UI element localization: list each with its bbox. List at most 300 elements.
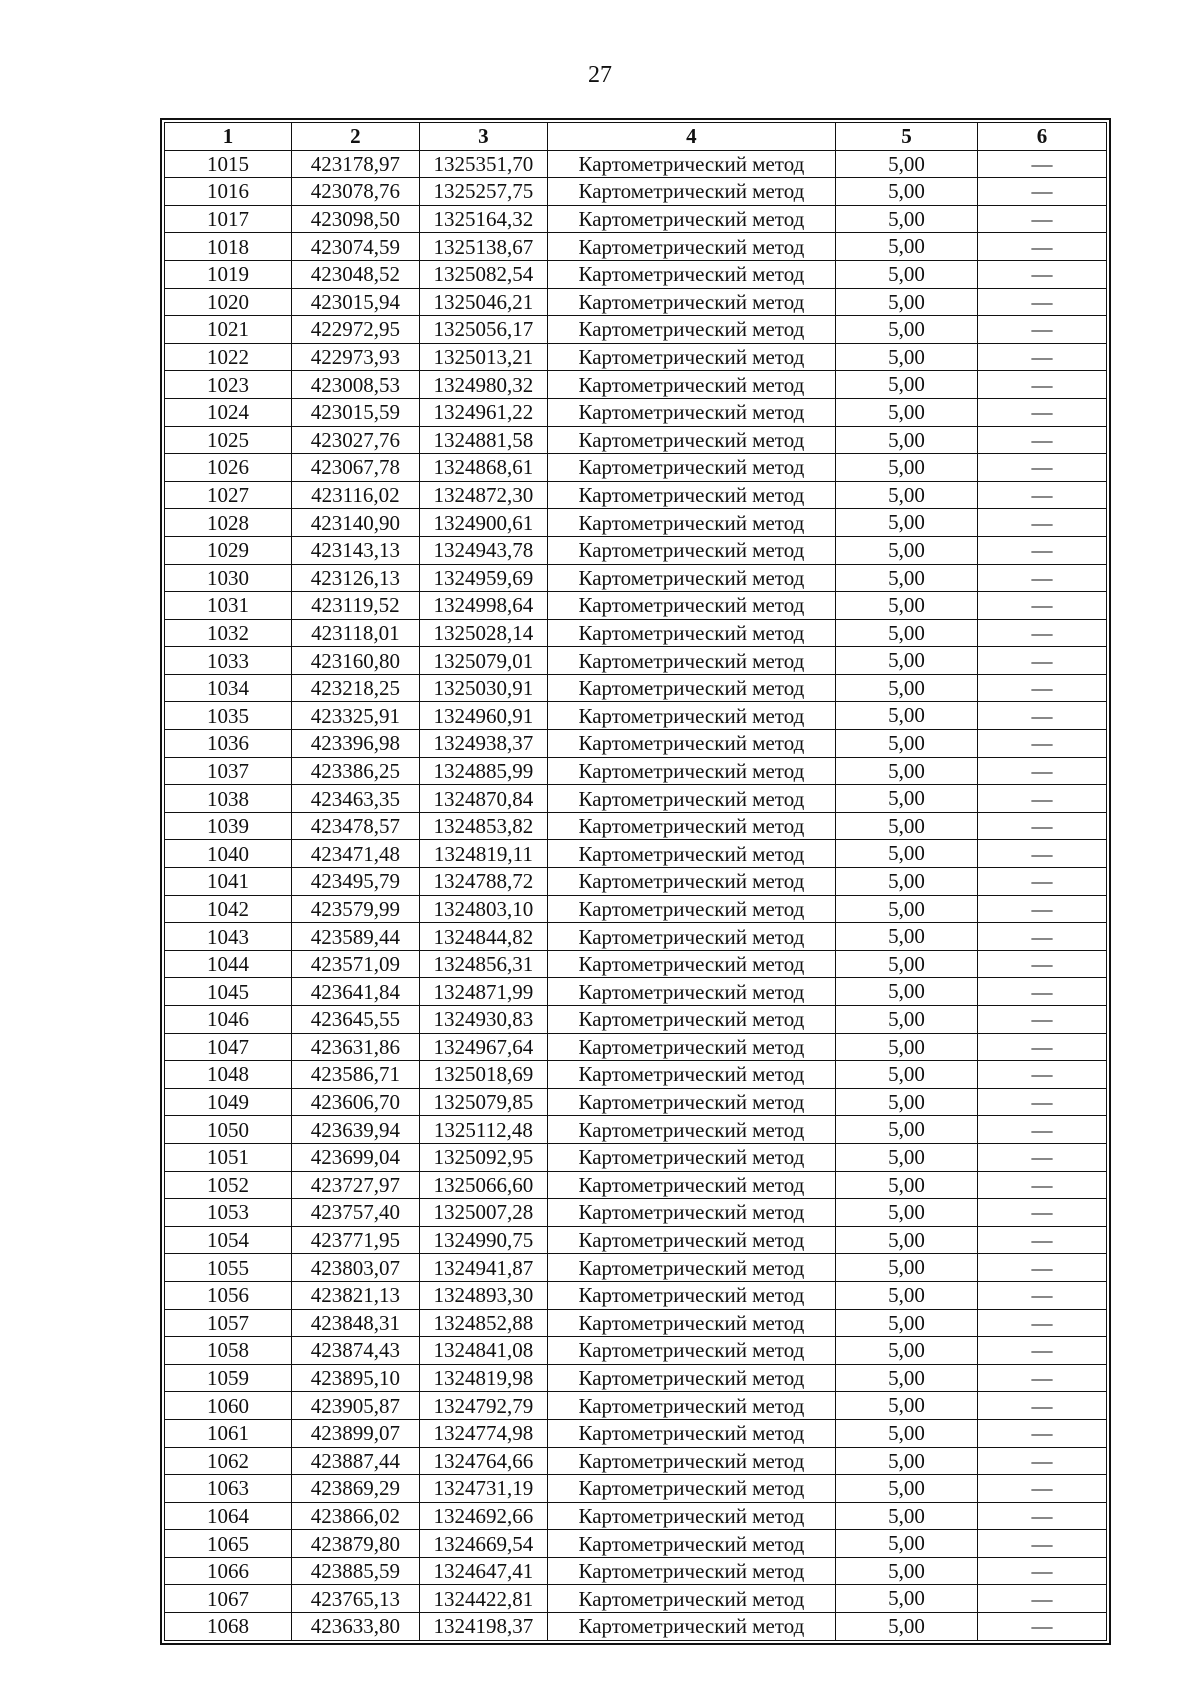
y-coordinate-cell: 1324967,64 [419,1033,547,1061]
method-cell: Картометрический метод [547,233,835,261]
accuracy-cell: 5,00 [835,647,977,675]
table-row [165,757,1107,785]
method-cell: Картометрический метод [547,343,835,371]
y-coordinate-cell: 1325030,91 [419,674,547,702]
table-row [165,1309,1107,1337]
note-cell: — [978,1006,1107,1034]
y-coordinate-cell: 1325066,60 [419,1171,547,1199]
table-row [165,1061,1107,1089]
page-number: 27 [588,62,612,88]
y-coordinate-cell: 1324900,61 [419,509,547,537]
note-cell: — [978,398,1107,426]
table-row [165,178,1107,206]
accuracy-cell: 5,00 [835,1392,977,1420]
accuracy-cell: 5,00 [835,1364,977,1392]
accuracy-cell: 5,00 [835,1171,977,1199]
point-number-cell: 1054 [165,1226,292,1254]
x-coordinate-cell: 423586,71 [291,1061,419,1089]
y-coordinate-cell: 1324961,22 [419,398,547,426]
x-coordinate-cell: 423633,80 [291,1613,419,1641]
method-cell: Картометрический метод [547,702,835,730]
y-coordinate-cell: 1324943,78 [419,536,547,564]
y-coordinate-cell: 1324731,19 [419,1475,547,1503]
note-cell: — [978,1143,1107,1171]
accuracy-cell: 5,00 [835,1116,977,1144]
method-cell: Картометрический метод [547,481,835,509]
method-cell: Картометрический метод [547,150,835,178]
method-cell: Картометрический метод [547,757,835,785]
y-coordinate-cell: 1324960,91 [419,702,547,730]
accuracy-cell: 5,00 [835,895,977,923]
method-cell: Картометрический метод [547,840,835,868]
method-cell: Картометрический метод [547,205,835,233]
method-cell: Картометрический метод [547,426,835,454]
note-cell: — [978,785,1107,813]
table-row [165,1226,1107,1254]
x-coordinate-cell: 423874,43 [291,1337,419,1365]
note-cell: — [978,150,1107,178]
x-coordinate-cell: 423727,97 [291,1171,419,1199]
header-col-6: 6 [978,123,1107,151]
x-coordinate-cell: 423463,35 [291,785,419,813]
accuracy-cell: 5,00 [835,702,977,730]
accuracy-cell: 5,00 [835,205,977,233]
note-cell: — [978,1171,1107,1199]
point-number-cell: 1028 [165,509,292,537]
y-coordinate-cell: 1324844,82 [419,923,547,951]
point-number-cell: 1051 [165,1143,292,1171]
y-coordinate-cell: 1325079,01 [419,647,547,675]
table-header [165,123,1107,151]
note-cell: — [978,1199,1107,1227]
table-row [165,371,1107,399]
method-cell: Картометрический метод [547,674,835,702]
method-cell: Картометрический метод [547,619,835,647]
note-cell: — [978,1530,1107,1558]
note-cell: — [978,371,1107,399]
table-row [165,1392,1107,1420]
point-number-cell: 1060 [165,1392,292,1420]
y-coordinate-cell: 1324647,41 [419,1557,547,1585]
y-coordinate-cell: 1324198,37 [419,1613,547,1641]
point-number-cell: 1047 [165,1033,292,1061]
x-coordinate-cell: 423126,13 [291,564,419,592]
y-coordinate-cell: 1324990,75 [419,1226,547,1254]
x-coordinate-cell: 423869,29 [291,1475,419,1503]
accuracy-cell: 5,00 [835,1613,977,1641]
accuracy-cell: 5,00 [835,1033,977,1061]
x-coordinate-cell: 423118,01 [291,619,419,647]
accuracy-cell: 5,00 [835,757,977,785]
accuracy-cell: 5,00 [835,868,977,896]
point-number-cell: 1049 [165,1088,292,1116]
y-coordinate-cell: 1325164,32 [419,205,547,233]
x-coordinate-cell: 423067,78 [291,454,419,482]
y-coordinate-cell: 1325257,75 [419,178,547,206]
y-coordinate-cell: 1324959,69 [419,564,547,592]
table-row [165,398,1107,426]
accuracy-cell: 5,00 [835,371,977,399]
x-coordinate-cell: 423015,59 [291,398,419,426]
table-row [165,316,1107,344]
table-row [165,1006,1107,1034]
y-coordinate-cell: 1324788,72 [419,868,547,896]
y-coordinate-cell: 1324819,98 [419,1364,547,1392]
table-row [165,812,1107,840]
y-coordinate-cell: 1324930,83 [419,1006,547,1034]
point-number-cell: 1061 [165,1419,292,1447]
table-row [165,1419,1107,1447]
table-row [165,343,1107,371]
y-coordinate-cell: 1324841,08 [419,1337,547,1365]
note-cell: — [978,1337,1107,1365]
accuracy-cell: 5,00 [835,509,977,537]
accuracy-cell: 5,00 [835,978,977,1006]
point-number-cell: 1021 [165,316,292,344]
note-cell: — [978,343,1107,371]
table-body [165,150,1107,1640]
note-cell: — [978,1419,1107,1447]
point-number-cell: 1034 [165,674,292,702]
note-cell: — [978,426,1107,454]
x-coordinate-cell: 423887,44 [291,1447,419,1475]
table-row [165,1088,1107,1116]
y-coordinate-cell: 1324852,88 [419,1309,547,1337]
note-cell: — [978,674,1107,702]
method-cell: Картометрический метод [547,288,835,316]
accuracy-cell: 5,00 [835,1281,977,1309]
table-row [165,702,1107,730]
table-row [165,1033,1107,1061]
accuracy-cell: 5,00 [835,840,977,868]
note-cell: — [978,178,1107,206]
point-number-cell: 1029 [165,536,292,564]
point-number-cell: 1022 [165,343,292,371]
note-cell: — [978,1364,1107,1392]
y-coordinate-cell: 1325007,28 [419,1199,547,1227]
x-coordinate-cell: 423641,84 [291,978,419,1006]
x-coordinate-cell: 423078,76 [291,178,419,206]
table-row [165,426,1107,454]
point-number-cell: 1020 [165,288,292,316]
method-cell: Картометрический метод [547,1143,835,1171]
accuracy-cell: 5,00 [835,288,977,316]
x-coordinate-cell: 423008,53 [291,371,419,399]
accuracy-cell: 5,00 [835,233,977,261]
accuracy-cell: 5,00 [835,730,977,758]
accuracy-cell: 5,00 [835,1309,977,1337]
x-coordinate-cell: 422973,93 [291,343,419,371]
note-cell: — [978,1254,1107,1282]
note-cell: — [978,1392,1107,1420]
table-row [165,1143,1107,1171]
table-row [165,1613,1107,1641]
method-cell: Картометрический метод [547,1171,835,1199]
accuracy-cell: 5,00 [835,343,977,371]
y-coordinate-cell: 1324998,64 [419,592,547,620]
y-coordinate-cell: 1324980,32 [419,371,547,399]
note-cell: — [978,757,1107,785]
x-coordinate-cell: 423645,55 [291,1006,419,1034]
x-coordinate-cell: 423905,87 [291,1392,419,1420]
y-coordinate-cell: 1325351,70 [419,150,547,178]
y-coordinate-cell: 1324871,99 [419,978,547,1006]
header-col-1: 1 [165,123,292,151]
method-cell: Картометрический метод [547,730,835,758]
table-row [165,619,1107,647]
y-coordinate-cell: 1325046,21 [419,288,547,316]
accuracy-cell: 5,00 [835,1199,977,1227]
accuracy-cell: 5,00 [835,1447,977,1475]
method-cell: Картометрический метод [547,1116,835,1144]
accuracy-cell: 5,00 [835,1061,977,1089]
x-coordinate-cell: 423699,04 [291,1143,419,1171]
note-cell: — [978,950,1107,978]
x-coordinate-cell: 423771,95 [291,1226,419,1254]
x-coordinate-cell: 423396,98 [291,730,419,758]
table-row [165,1364,1107,1392]
point-number-cell: 1040 [165,840,292,868]
accuracy-cell: 5,00 [835,619,977,647]
method-cell: Картометрический метод [547,812,835,840]
method-cell: Картометрический метод [547,1364,835,1392]
note-cell: — [978,1309,1107,1337]
y-coordinate-cell: 1325138,67 [419,233,547,261]
table-row [165,647,1107,675]
y-coordinate-cell: 1324938,37 [419,730,547,758]
point-number-cell: 1015 [165,150,292,178]
accuracy-cell: 5,00 [835,950,977,978]
note-cell: — [978,205,1107,233]
method-cell: Картометрический метод [547,950,835,978]
y-coordinate-cell: 1325082,54 [419,260,547,288]
point-number-cell: 1046 [165,1006,292,1034]
accuracy-cell: 5,00 [835,1226,977,1254]
note-cell: — [978,1061,1107,1089]
x-coordinate-cell: 423899,07 [291,1419,419,1447]
accuracy-cell: 5,00 [835,812,977,840]
x-coordinate-cell: 423386,25 [291,757,419,785]
note-cell: — [978,1613,1107,1641]
x-coordinate-cell: 422972,95 [291,316,419,344]
method-cell: Картометрический метод [547,1337,835,1365]
accuracy-cell: 5,00 [835,1006,977,1034]
method-cell: Картометрический метод [547,1585,835,1613]
table-row [165,509,1107,537]
accuracy-cell: 5,00 [835,454,977,482]
point-number-cell: 1037 [165,757,292,785]
point-number-cell: 1031 [165,592,292,620]
note-cell: — [978,647,1107,675]
table-row [165,260,1107,288]
table-row [165,536,1107,564]
table-row [165,288,1107,316]
note-cell: — [978,316,1107,344]
table-row [165,1281,1107,1309]
x-coordinate-cell: 423478,57 [291,812,419,840]
accuracy-cell: 5,00 [835,785,977,813]
method-cell: Картометрический метод [547,1557,835,1585]
method-cell: Картометрический метод [547,895,835,923]
point-number-cell: 1050 [165,1116,292,1144]
x-coordinate-cell: 423631,86 [291,1033,419,1061]
note-cell: — [978,1447,1107,1475]
x-coordinate-cell: 423821,13 [291,1281,419,1309]
accuracy-cell: 5,00 [835,1585,977,1613]
x-coordinate-cell: 423606,70 [291,1088,419,1116]
method-cell: Картометрический метод [547,1392,835,1420]
method-cell: Картометрический метод [547,178,835,206]
point-number-cell: 1066 [165,1557,292,1585]
accuracy-cell: 5,00 [835,426,977,454]
y-coordinate-cell: 1325013,21 [419,343,547,371]
note-cell: — [978,812,1107,840]
point-number-cell: 1058 [165,1337,292,1365]
table-row [165,1199,1107,1227]
point-number-cell: 1018 [165,233,292,261]
table-row [165,1475,1107,1503]
header-col-4: 4 [547,123,835,151]
method-cell: Картометрический метод [547,1088,835,1116]
method-cell: Картометрический метод [547,1530,835,1558]
method-cell: Картометрический метод [547,564,835,592]
method-cell: Картометрический метод [547,454,835,482]
table-row [165,1557,1107,1585]
point-number-cell: 1068 [165,1613,292,1641]
x-coordinate-cell: 423495,79 [291,868,419,896]
table-row [165,1254,1107,1282]
table-row [165,592,1107,620]
accuracy-cell: 5,00 [835,1475,977,1503]
method-cell: Картометрический метод [547,1033,835,1061]
note-cell: — [978,1088,1107,1116]
accuracy-cell: 5,00 [835,1088,977,1116]
table-row [165,1502,1107,1530]
method-cell: Картометрический метод [547,536,835,564]
point-number-cell: 1059 [165,1364,292,1392]
y-coordinate-cell: 1324669,54 [419,1530,547,1558]
method-cell: Картометрический метод [547,260,835,288]
accuracy-cell: 5,00 [835,178,977,206]
table-row [165,674,1107,702]
y-coordinate-cell: 1324941,87 [419,1254,547,1282]
table-row [165,233,1107,261]
point-number-cell: 1052 [165,1171,292,1199]
note-cell: — [978,1557,1107,1585]
accuracy-cell: 5,00 [835,592,977,620]
point-number-cell: 1053 [165,1199,292,1227]
accuracy-cell: 5,00 [835,398,977,426]
table-row [165,923,1107,951]
point-number-cell: 1024 [165,398,292,426]
y-coordinate-cell: 1325112,48 [419,1116,547,1144]
table-row [165,730,1107,758]
y-coordinate-cell: 1325092,95 [419,1143,547,1171]
point-number-cell: 1026 [165,454,292,482]
table-row [165,1337,1107,1365]
accuracy-cell: 5,00 [835,316,977,344]
x-coordinate-cell: 423579,99 [291,895,419,923]
x-coordinate-cell: 423879,80 [291,1530,419,1558]
x-coordinate-cell: 423757,40 [291,1199,419,1227]
method-cell: Картометрический метод [547,509,835,537]
point-number-cell: 1030 [165,564,292,592]
accuracy-cell: 5,00 [835,1502,977,1530]
point-number-cell: 1023 [165,371,292,399]
method-cell: Картометрический метод [547,1254,835,1282]
note-cell: — [978,564,1107,592]
y-coordinate-cell: 1324692,66 [419,1502,547,1530]
table-row [165,454,1107,482]
y-coordinate-cell: 1324774,98 [419,1419,547,1447]
y-coordinate-cell: 1324868,61 [419,454,547,482]
accuracy-cell: 5,00 [835,1530,977,1558]
method-cell: Картометрический метод [547,1419,835,1447]
header-col-3: 3 [419,123,547,151]
method-cell: Картометрический метод [547,316,835,344]
note-cell: — [978,1502,1107,1530]
table-row [165,1585,1107,1613]
method-cell: Картометрический метод [547,1447,835,1475]
method-cell: Картометрический метод [547,398,835,426]
note-cell: — [978,1033,1107,1061]
note-cell: — [978,1116,1107,1144]
table-row [165,950,1107,978]
method-cell: Картометрический метод [547,647,835,675]
point-number-cell: 1033 [165,647,292,675]
y-coordinate-cell: 1324893,30 [419,1281,547,1309]
coordinates-table [164,122,1107,1641]
method-cell: Картометрический метод [547,1309,835,1337]
note-cell: — [978,592,1107,620]
y-coordinate-cell: 1324764,66 [419,1447,547,1475]
x-coordinate-cell: 423639,94 [291,1116,419,1144]
point-number-cell: 1038 [165,785,292,813]
note-cell: — [978,1585,1107,1613]
method-cell: Картометрический метод [547,1226,835,1254]
x-coordinate-cell: 423571,09 [291,950,419,978]
x-coordinate-cell: 423160,80 [291,647,419,675]
method-cell: Картометрический метод [547,923,835,951]
accuracy-cell: 5,00 [835,923,977,951]
table-row [165,1171,1107,1199]
method-cell: Картометрический метод [547,785,835,813]
note-cell: — [978,1475,1107,1503]
table-row [165,205,1107,233]
note-cell: — [978,730,1107,758]
accuracy-cell: 5,00 [835,674,977,702]
y-coordinate-cell: 1324856,31 [419,950,547,978]
point-number-cell: 1063 [165,1475,292,1503]
note-cell: — [978,509,1107,537]
note-cell: — [978,288,1107,316]
x-coordinate-cell: 423866,02 [291,1502,419,1530]
table-row [165,785,1107,813]
y-coordinate-cell: 1324819,11 [419,840,547,868]
point-number-cell: 1041 [165,868,292,896]
method-cell: Картометрический метод [547,1613,835,1641]
accuracy-cell: 5,00 [835,1557,977,1585]
point-number-cell: 1044 [165,950,292,978]
header-row [165,123,1107,151]
table-row [165,150,1107,178]
x-coordinate-cell: 423048,52 [291,260,419,288]
method-cell: Картометрический метод [547,1006,835,1034]
note-cell: — [978,481,1107,509]
method-cell: Картометрический метод [547,978,835,1006]
x-coordinate-cell: 423015,94 [291,288,419,316]
method-cell: Картометрический метод [547,868,835,896]
